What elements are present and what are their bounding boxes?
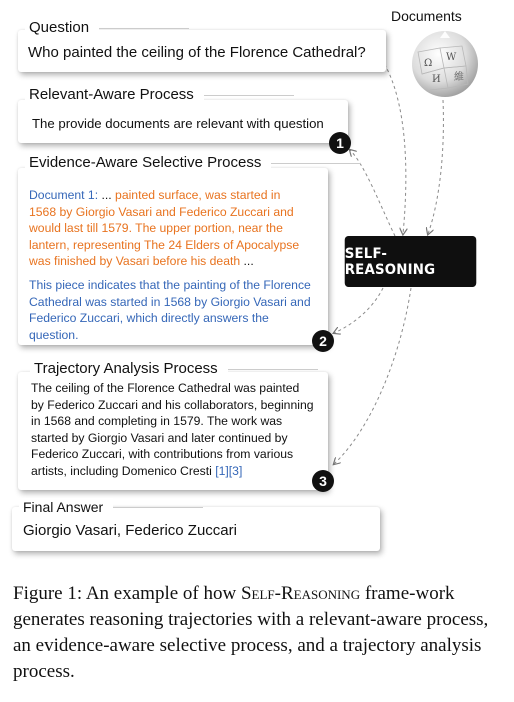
- documents-label: Documents: [391, 8, 462, 24]
- evidence-line-1: painted surface, was started in: [115, 188, 281, 202]
- caption-suffix: frame-work generates reasoning trajectories with a relevant-aware process, an evidence-aware selective process, and a trajectory analysis process.: [13, 583, 489, 682]
- evidence-line-2: 1568 by Giorgio Vasari and Federico Zuccari and: [29, 204, 294, 219]
- evidence-line-4: lantern, representing The 24 Elders of Apocalypse: [29, 237, 300, 252]
- self-reasoning-block: SELF-REASONING: [345, 236, 477, 287]
- wikipedia-globe-icon: [410, 28, 480, 100]
- arrow-documents-to-self-reasoning: [428, 100, 443, 234]
- svg-text:Ω: Ω: [424, 58, 433, 69]
- step-2-badge: 2: [312, 330, 334, 352]
- reasoning-line-2: Cathedral was started in 1568 by Giorgio Vasari and: [29, 294, 311, 309]
- trajectory-line-5: Federico Zuccari, with contributions from various: [31, 447, 294, 461]
- caption-name: Self-Reasoning: [240, 583, 361, 604]
- trajectory-line-3: in 1568 and completing in 1579. The work was: [31, 414, 283, 428]
- caption-prefix: Figure 1: An example of how: [13, 583, 241, 604]
- evidence-tail: ...: [240, 254, 254, 268]
- evidence-reasoning-text: [29, 277, 325, 343]
- relevant-aware-title: Relevant-Aware Process: [25, 86, 204, 104]
- question-title: Question: [25, 19, 99, 37]
- trajectory-line-6: artists, including Domenico Cresti: [31, 463, 212, 478]
- trajectory-citation: [1][3]: [211, 463, 243, 478]
- trajectory-line-2: by Federico Zuccari and his collaborators, beginning: [31, 397, 314, 412]
- final-answer-title: Final Answer: [19, 498, 113, 516]
- svg-text:維: 維: [454, 72, 464, 83]
- document-ellipsis: ...: [98, 188, 116, 202]
- relevant-aware-text: The provide documents are relevant with question: [32, 116, 324, 131]
- trajectory-analysis-title: Trajectory Analysis Process: [30, 360, 228, 378]
- evidence-line-3: would last till 1579. The upper portion, near the: [29, 221, 283, 235]
- reasoning-line-1: This piece indicates that the painting of the Florence: [29, 278, 311, 292]
- arrow-self-reasoning-to-step3: [334, 288, 411, 464]
- document-label: Document 1:: [29, 188, 99, 202]
- svg-text:W: W: [446, 52, 457, 63]
- step-1-badge: 1: [329, 132, 351, 154]
- trajectory-line-4: started by Giorgio Vasari and later continued by: [31, 430, 288, 445]
- step-3-badge: 3: [312, 470, 334, 492]
- evidence-aware-title: Evidence-Aware Selective Process: [25, 154, 271, 172]
- question-text: Who painted the ceiling of the Florence Cathedral?: [28, 44, 366, 61]
- evidence-line-5: was finished by Vasari before his death: [29, 254, 241, 268]
- reasoning-line-4: question.: [29, 327, 79, 342]
- evidence-document-text: [29, 187, 325, 270]
- svg-text:И: И: [432, 74, 441, 85]
- trajectory-analysis-text: [31, 380, 326, 479]
- figure-caption: [13, 581, 503, 685]
- reasoning-line-3: Federico Zuccari, which directly answers the: [29, 311, 269, 325]
- arrow-self-reasoning-to-step2: [334, 288, 383, 333]
- final-answer-text: Giorgio Vasari, Federico Zuccari: [23, 522, 237, 539]
- trajectory-line-1: The ceiling of the Florence Cathedral was painted: [31, 381, 300, 395]
